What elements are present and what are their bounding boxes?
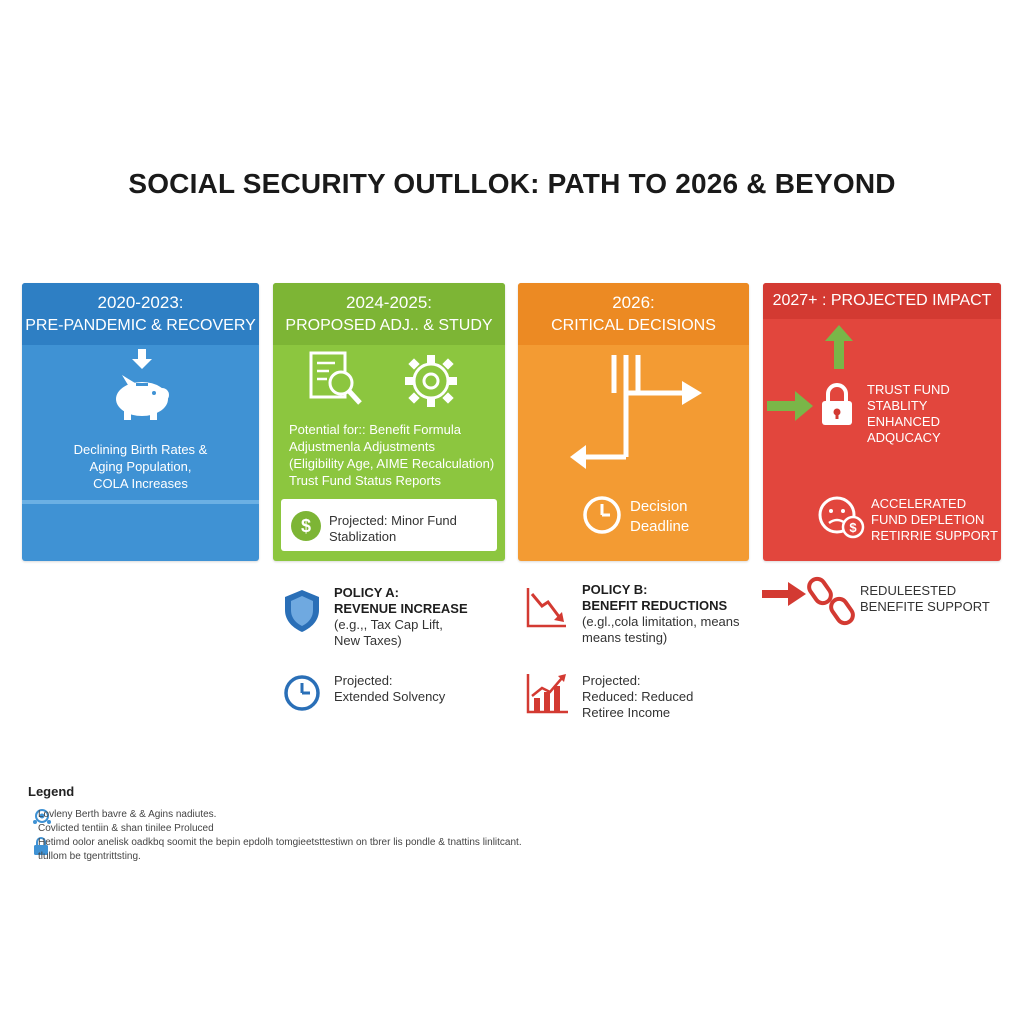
svg-text:$: $: [849, 520, 857, 535]
legend-item: Hetimd oolor anelisk oadkbq soomit the bepin epdolh tomgieetsttestiwn on tbrer lis pondle & tnattins linlitcant.: [38, 837, 522, 848]
text-line: Stablization: [329, 529, 397, 544]
text-line: Extended Solvency: [334, 689, 446, 704]
panel-year: 2026:: [612, 293, 655, 312]
text-line: RETIRRIE SUPPORT: [871, 528, 998, 543]
policy-b-projection: [582, 673, 693, 721]
text-line: FUND DEPLETION: [871, 512, 985, 527]
text-line: (e.gl.,cola limitation, means: [582, 614, 740, 629]
fund-depletion-text: [871, 496, 998, 544]
projection-box: [281, 499, 497, 551]
legend-item: Lovleny Berth bavre & & Agins nadiutes.: [38, 809, 217, 820]
text-line: Projected:: [582, 673, 641, 688]
policy-heading: BENEFIT REDUCTIONS: [582, 598, 728, 613]
panel-2020-2023: [22, 283, 259, 561]
text-line: ADQUCACY: [867, 430, 941, 445]
policy-heading: POLICY B:: [582, 582, 648, 597]
decision-deadline-label: [630, 497, 689, 537]
text-line: REDULEESTED: [860, 583, 957, 598]
panel-year: 2020-2023:: [97, 293, 184, 312]
text-line: COLA Increases: [93, 476, 188, 491]
divider: [22, 500, 259, 504]
panel-subtitle: CRITICAL DECISIONS: [551, 317, 716, 334]
right-arrow-icon: [767, 391, 813, 421]
panel-2026: [518, 283, 749, 561]
text-line: Projected:: [334, 673, 393, 688]
text-line: Trust Fund Status Reports: [289, 473, 441, 488]
clock-icon: [282, 673, 322, 713]
text-line: ENHANCED: [867, 414, 940, 429]
text-line: Declining Birth Rates &: [73, 442, 208, 457]
text-line: means testing): [582, 630, 668, 645]
page-title: SOCIAL SECURITY OUTLLOK: PATH TO 2026 & BEYOND: [128, 168, 896, 199]
fork-arrows-icon: [566, 349, 706, 479]
text-line: Retiree Income: [582, 705, 671, 720]
panel-heading: [22, 283, 259, 337]
panel-subtitle: PROPOSED ADJ.. & STUDY: [285, 317, 493, 334]
text-line: (Eligibility Age, AIME Recalculation): [289, 456, 495, 471]
text-line: Decision: [630, 498, 688, 515]
dollar-coin-icon: $: [291, 511, 321, 541]
policy-b: [582, 582, 740, 646]
policy-heading: POLICY A:: [334, 585, 400, 600]
text-line: BENEFITE SUPPORT: [860, 599, 990, 614]
document-search-icon: [305, 349, 365, 413]
panel-heading: [273, 283, 505, 337]
shield-icon: [282, 588, 322, 634]
text-line: Reduced: Reduced: [582, 689, 694, 704]
legend-item: tlullom be tgentrittsting.: [38, 851, 141, 862]
panel-year: 2024-2025:: [345, 293, 433, 312]
declining-chart-icon: [524, 584, 570, 630]
gear-icon: [401, 351, 461, 411]
sad-face-dollar-icon: [815, 495, 865, 541]
broken-chain-icon: [806, 574, 858, 628]
text-line: Deadline: [630, 518, 690, 535]
clock-icon: [582, 495, 622, 535]
text-line: Projected: Minor Fund: [329, 513, 457, 528]
text-line: TRUST FUND STABLITY: [867, 382, 950, 413]
text-line: Adjustmenla Adjustments: [289, 439, 435, 454]
text-line: ACCELERATED: [871, 496, 967, 511]
policy-a-projection: [334, 673, 445, 705]
legend-title: Legend: [28, 784, 75, 799]
bar-chart-up-icon: [524, 670, 572, 716]
policy-heading: REVENUE INCREASE: [334, 601, 468, 616]
piggy-bank-icon: [102, 345, 182, 425]
trust-fund-stability-text: [867, 382, 1001, 446]
panel-subtitle: PRE-PANDEMIC & RECOVERY: [25, 317, 256, 334]
right-arrow-icon: [762, 582, 806, 606]
panel-2027-plus: [763, 283, 1001, 561]
lock-icon: [819, 381, 855, 427]
panel-description: [22, 441, 259, 492]
panel-heading: 2027+ : PROJECTED IMPACT: [772, 292, 992, 309]
panel-heading: [518, 283, 749, 337]
text-line: (e.g.,, Tax Cap Lift,: [334, 617, 443, 632]
reduced-support-note: [860, 583, 990, 615]
legend-item: Covlicted tentiin & shan tinilee Proluced: [38, 823, 214, 834]
text-line: Potential for:: Benefit Formula: [289, 422, 461, 437]
text-line: Aging Population,: [89, 459, 192, 474]
text-line: New Taxes): [334, 633, 402, 648]
panel-2024-2025: [273, 283, 505, 561]
policy-a: [334, 585, 468, 649]
up-arrow-icon: [825, 325, 853, 369]
panel-description: [289, 421, 504, 489]
